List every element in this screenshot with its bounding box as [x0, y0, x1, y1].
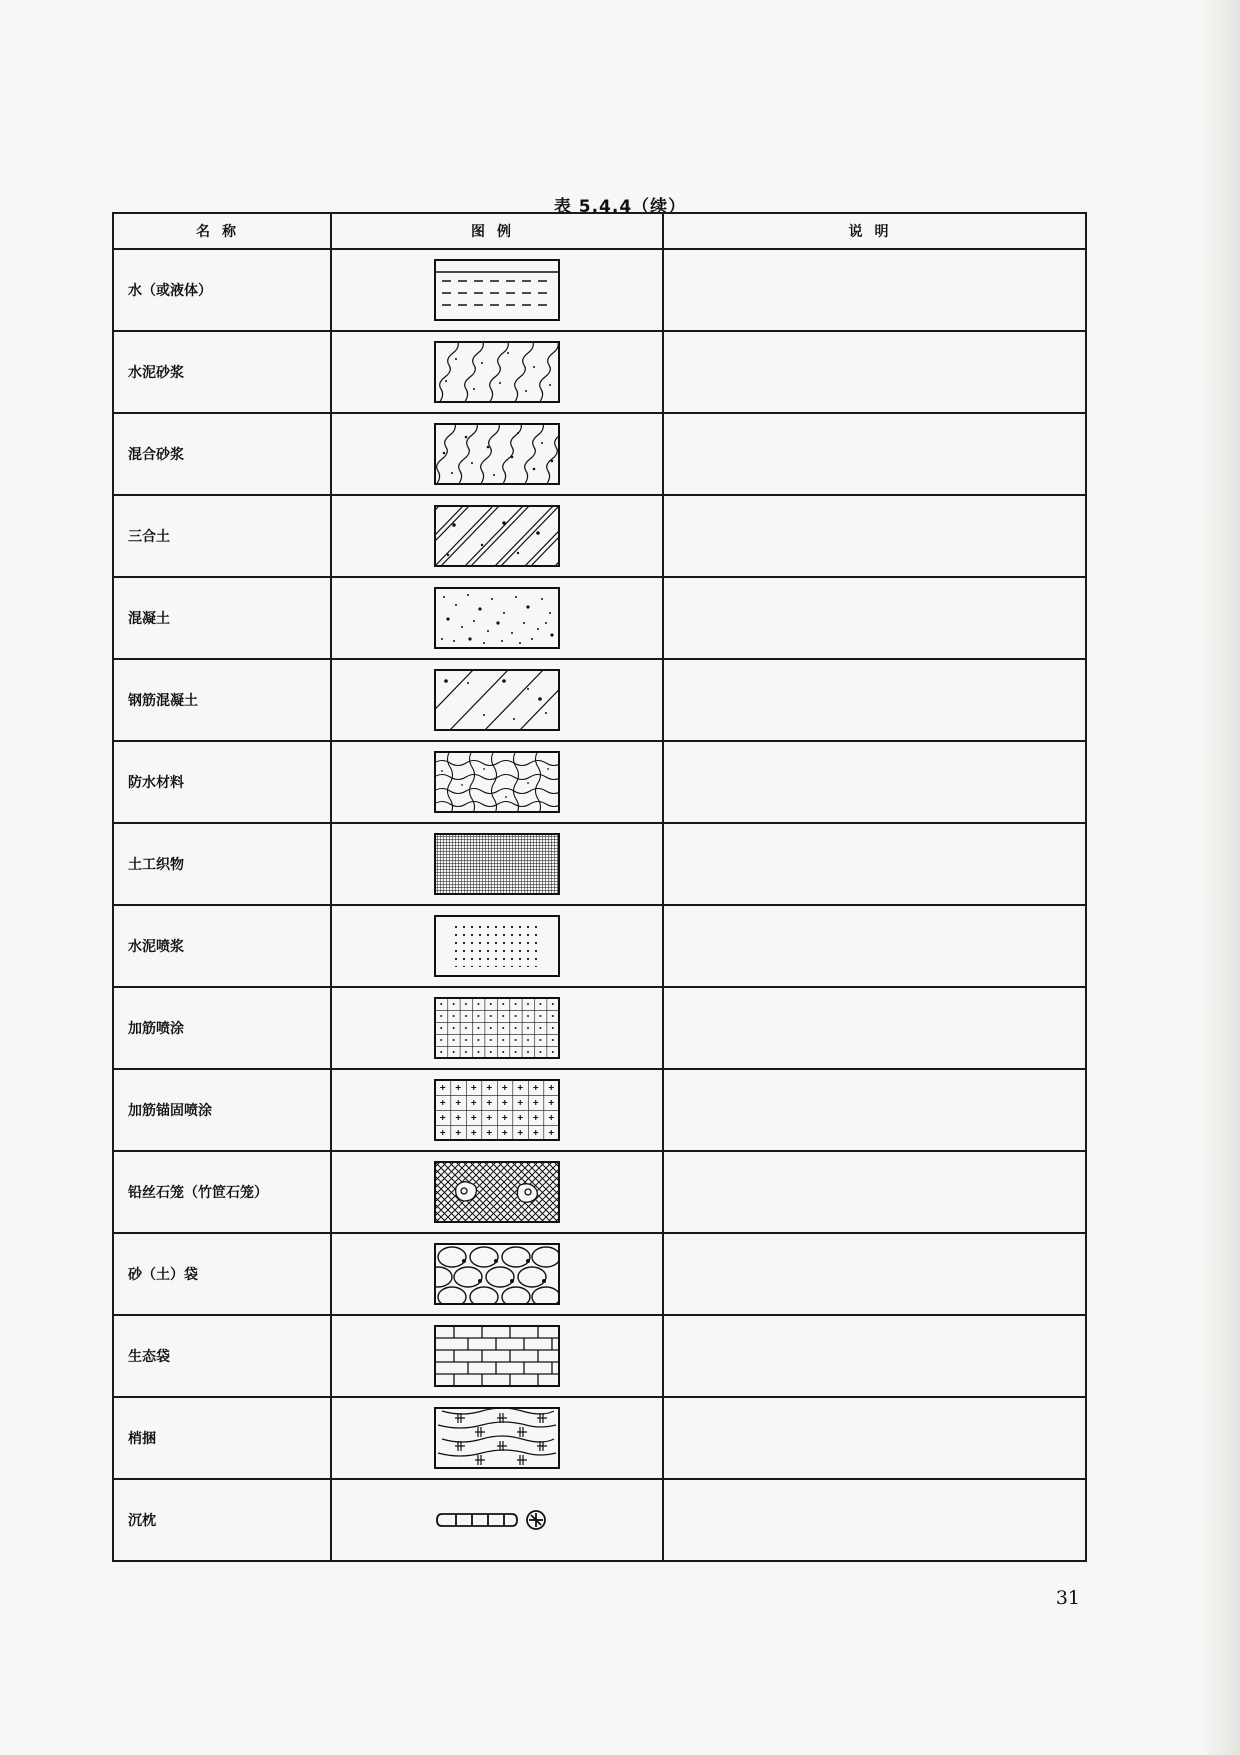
reinforced-concrete-pattern-icon: [434, 669, 560, 731]
table-row: [113, 1151, 1086, 1233]
mixed-mortar-pattern-icon: [434, 423, 560, 485]
row-name: 沉枕: [113, 1479, 331, 1561]
cement-mortar-pattern-icon: [434, 341, 560, 403]
table-row: [113, 905, 1086, 987]
row-description: [663, 823, 1086, 905]
table-header-row: [113, 213, 1086, 249]
row-description: [663, 741, 1086, 823]
page-number: 31: [1055, 1587, 1080, 1609]
table-row: [113, 1233, 1086, 1315]
row-symbol: [331, 1151, 663, 1233]
table-row: [113, 1397, 1086, 1479]
row-symbol: [331, 1315, 663, 1397]
row-description: [663, 1479, 1086, 1561]
row-name: 三合土: [113, 495, 331, 577]
table-row: [113, 659, 1086, 741]
row-description: [663, 249, 1086, 331]
row-description: [663, 495, 1086, 577]
row-name: 加筋锚固喷涂: [113, 1069, 331, 1151]
row-symbol: [331, 905, 663, 987]
row-description: [663, 659, 1086, 741]
row-name: 混合砂浆: [113, 413, 331, 495]
gabion-pattern-icon: [434, 1161, 560, 1223]
row-name: 铅丝石笼（竹笸石笼）: [113, 1151, 331, 1233]
header-symbol: 图例: [331, 213, 663, 249]
cement-spray-pattern-icon: [434, 915, 560, 977]
table-row: [113, 823, 1086, 905]
header-description: 说明: [663, 213, 1086, 249]
triple-soil-pattern-icon: [434, 505, 560, 567]
table-row: [113, 1069, 1086, 1151]
brushwood-bundle-pattern-icon: [434, 1407, 560, 1469]
row-symbol: [331, 741, 663, 823]
row-symbol: [331, 1233, 663, 1315]
row-name: 水泥砂浆: [113, 331, 331, 413]
row-symbol: [331, 1397, 663, 1479]
row-symbol: [331, 1069, 663, 1151]
row-symbol: [331, 1479, 663, 1561]
row-description: [663, 987, 1086, 1069]
row-description: [663, 1397, 1086, 1479]
table-row: [113, 741, 1086, 823]
row-symbol: [331, 249, 663, 331]
row-name: 防水材料: [113, 741, 331, 823]
row-symbol: [331, 331, 663, 413]
row-description: [663, 577, 1086, 659]
table-row: [113, 987, 1086, 1069]
table-row: [113, 1315, 1086, 1397]
waterproof-material-pattern-icon: [434, 751, 560, 813]
row-name: 钢筋混凝土: [113, 659, 331, 741]
row-symbol: [331, 413, 663, 495]
anchored-reinforced-spray-pattern-icon: [434, 1079, 560, 1141]
row-symbol: [331, 577, 663, 659]
eco-bag-pattern-icon: [434, 1325, 560, 1387]
row-symbol: [331, 823, 663, 905]
table-row: [113, 413, 1086, 495]
table-row: [113, 1479, 1086, 1561]
legend-table: [112, 212, 1087, 1562]
row-name: 混凝土: [113, 577, 331, 659]
reinforced-spray-pattern-icon: [434, 997, 560, 1059]
page-edge-shadow: [1200, 0, 1240, 1755]
row-name: 加筋喷涂: [113, 987, 331, 1069]
row-description: [663, 1151, 1086, 1233]
table-row: [113, 249, 1086, 331]
row-description: [663, 1069, 1086, 1151]
header-name: 名称: [113, 213, 331, 249]
row-symbol: [331, 495, 663, 577]
row-name: 生态袋: [113, 1315, 331, 1397]
sandbag-pattern-icon: [434, 1243, 560, 1305]
table-row: [113, 331, 1086, 413]
water-pattern-icon: [434, 259, 560, 321]
row-description: [663, 331, 1086, 413]
concrete-pattern-icon: [434, 587, 560, 649]
row-name: 水（或液体）: [113, 249, 331, 331]
row-name: 水泥喷浆: [113, 905, 331, 987]
row-description: [663, 1233, 1086, 1315]
sinking-fascine-pattern-icon: [434, 1505, 560, 1535]
row-name: 土工织物: [113, 823, 331, 905]
row-symbol: [331, 659, 663, 741]
row-symbol: [331, 987, 663, 1069]
table-row: [113, 577, 1086, 659]
table-row: [113, 495, 1086, 577]
row-description: [663, 413, 1086, 495]
geotextile-pattern-icon: [434, 833, 560, 895]
row-name: 砂（土）袋: [113, 1233, 331, 1315]
row-description: [663, 1315, 1086, 1397]
table-title: 表 5.4.4（续）: [553, 197, 687, 217]
row-description: [663, 905, 1086, 987]
row-name: 梢捆: [113, 1397, 331, 1479]
